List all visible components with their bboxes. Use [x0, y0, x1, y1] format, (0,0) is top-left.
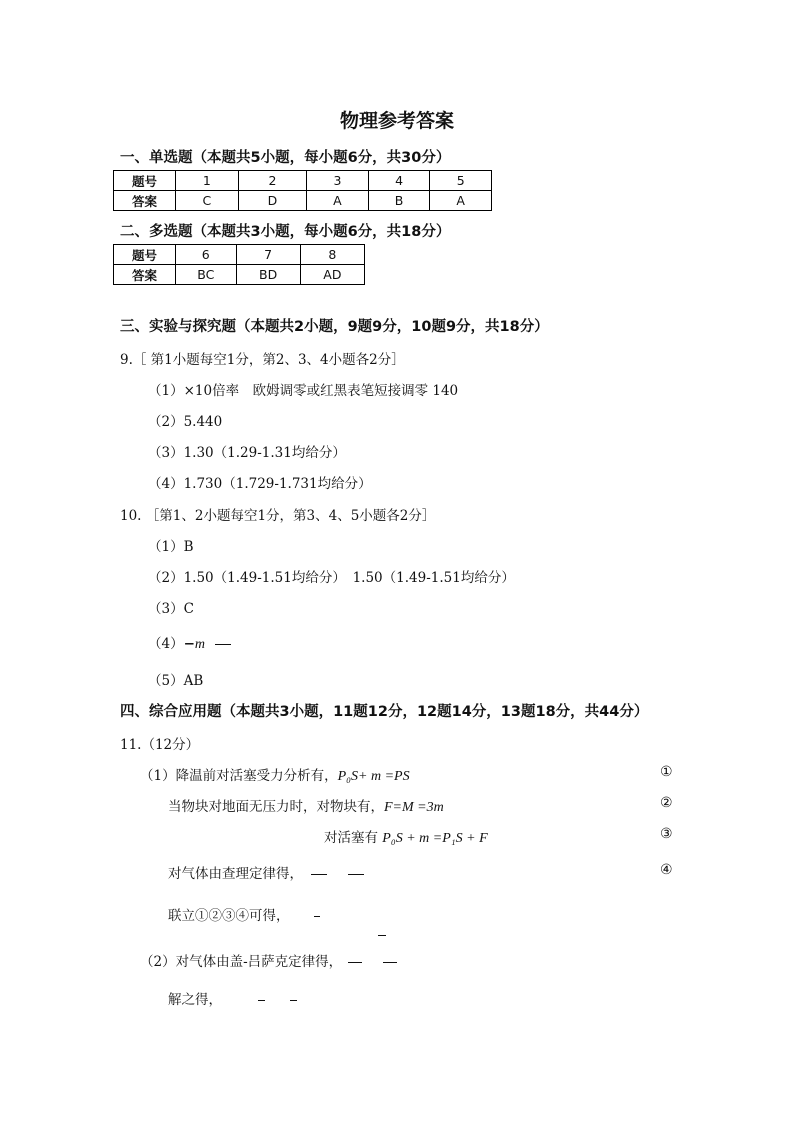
- q11-step-1: [140, 764, 410, 785]
- fraction-bar: [258, 1000, 265, 1001]
- q11-step-6-label: （2）对气体由盖-吕萨克定律得，: [140, 954, 343, 970]
- multi-choice-answer-table: [113, 244, 365, 285]
- table-cell: 8: [300, 245, 364, 265]
- table-cell: 2: [238, 171, 307, 191]
- table-cell: AD: [300, 265, 364, 285]
- q11-step-3-label: 对活塞有: [324, 830, 378, 846]
- q9-header: 9.［ 第1小题每空1分，第2、3、4小题各2分］: [120, 352, 405, 368]
- section-3-heading: 三、实验与探究题（本题共2小题，9题9分，10题9分，共18分）: [120, 319, 549, 335]
- single-choice-answer-table: [113, 170, 492, 211]
- q9-answer-1: （1）×10倍率 欧姆调零或红黑表笔短接调零 140: [148, 383, 459, 399]
- table-row-label: 答案: [114, 265, 176, 285]
- table-row: [114, 191, 492, 211]
- q10-answer-5: （5）AB: [148, 673, 204, 689]
- equation-marker-4: ④: [660, 862, 673, 878]
- equation-marker-3: ③: [660, 826, 673, 842]
- table-cell: BC: [176, 265, 237, 285]
- q11-step-5: [168, 904, 320, 924]
- fraction-bar: [348, 874, 364, 875]
- equation-marker-2: ②: [660, 795, 673, 811]
- fraction-bar: [290, 1000, 297, 1001]
- table-cell: C: [176, 191, 239, 211]
- table-row-label: 题号: [114, 245, 176, 265]
- q11-step-4-label: 对气体由查理定律得，: [168, 866, 303, 882]
- q10-answer-4-label: （4）: [148, 636, 184, 652]
- fraction-bar: [311, 874, 327, 875]
- table-cell: B: [368, 191, 430, 211]
- section-1-heading: 一、单选题（本题共5小题，每小题6分，共30分）: [120, 150, 451, 166]
- table-row: [114, 171, 492, 191]
- table-row: [114, 245, 365, 265]
- q10-answer-4-math: m: [194, 637, 206, 652]
- table-row-label: 题号: [114, 171, 176, 191]
- q10-header: 10. ［第1、2小题每空1分，第3、4、5小题各2分］: [120, 508, 436, 524]
- table-cell: 1: [176, 171, 239, 191]
- q11-step-2-equation: F=M =3m: [384, 800, 444, 815]
- q11-step-7: [168, 988, 297, 1008]
- q11-step-2: [168, 795, 444, 816]
- section-4-heading: 四、综合应用题（本题共3小题，11题12分，12题14分，13题18分，共44分）: [120, 704, 649, 720]
- fraction-bar: [215, 644, 231, 645]
- q11-step-3: [324, 826, 488, 847]
- q11-step-5-label: 联立①②③④可得，: [168, 908, 290, 924]
- section-2-heading: 二、多选题（本题共3小题，每小题6分，共18分）: [120, 224, 451, 240]
- page-title: 物理参考答案: [339, 110, 454, 132]
- table-row: [114, 265, 365, 285]
- table-cell: 4: [368, 171, 430, 191]
- q11-step-7-label: 解之得，: [168, 992, 222, 1008]
- fraction-bar: [348, 962, 362, 963]
- table-cell: 3: [307, 171, 369, 191]
- q11-step-3-equation: P₀S + m =P₁S + F: [382, 831, 488, 846]
- q11-step-6: [140, 950, 397, 970]
- table-cell: D: [238, 191, 307, 211]
- q11-step-1-label: （1）降温前对活塞受力分析有，: [140, 768, 338, 784]
- table-cell: A: [430, 191, 492, 211]
- q10-answer-3: （3）C: [148, 601, 194, 617]
- table-cell: A: [307, 191, 369, 211]
- fraction-bar: [378, 935, 386, 936]
- q11-step-4: [168, 862, 364, 882]
- q9-answer-2: （2）5.440: [148, 414, 223, 430]
- fraction-bar: [314, 916, 320, 917]
- q11-header: 11.（12分）: [120, 737, 200, 753]
- table-cell: 5: [430, 171, 492, 191]
- table-cell: BD: [236, 265, 300, 285]
- q9-answer-3: （3）1.30（1.29-1.31均给分）: [148, 445, 346, 461]
- fraction-bar: [383, 962, 397, 963]
- q11-step-1-equation: P₀S+ m =PS: [337, 769, 410, 784]
- table-row-label: 答案: [114, 191, 176, 211]
- equation-marker-1: ①: [660, 764, 673, 780]
- q9-answer-4: （4）1.730（1.729-1.731均给分）: [148, 476, 372, 492]
- table-cell: 7: [236, 245, 300, 265]
- q10-answer-2: （2）1.50（1.49-1.51均给分） 1.50（1.49-1.51均给分）: [148, 570, 515, 586]
- table-cell: 6: [176, 245, 237, 265]
- q10-answer-4: （4）−m: [148, 632, 231, 653]
- q11-step-2-label: 当物块对地面无压力时，对物块有，: [168, 799, 384, 815]
- q10-answer-1: （1）B: [148, 539, 194, 555]
